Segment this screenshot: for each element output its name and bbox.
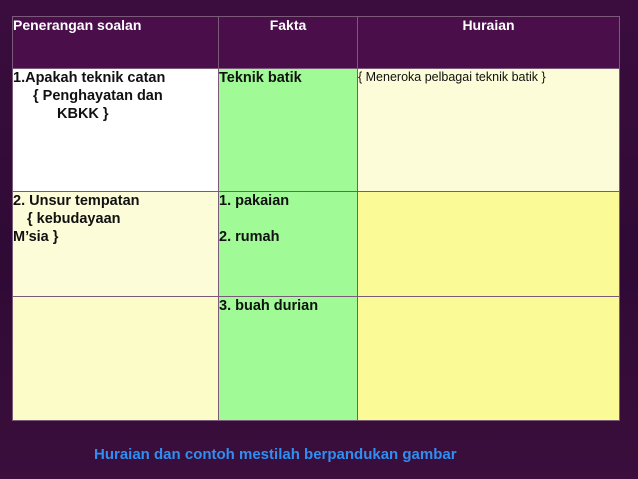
row1-question-line1: 1.Apakah teknik catan [13, 70, 166, 86]
table-row [13, 297, 620, 421]
header-fakta: Fakta [219, 17, 358, 69]
row3-huraian-cell [358, 297, 620, 421]
row1-question-line3: KBKK } [57, 106, 109, 122]
row3-fakta-item1: 3. buah durian [219, 298, 319, 314]
row2-question-line3: M’sia } [13, 229, 59, 245]
table-row [13, 69, 620, 192]
header-penerangan-soalan: Penerangan soalan [13, 17, 219, 69]
row2-fakta-item1: 1. pakaian [219, 193, 290, 209]
row2-penerangan-cell [13, 192, 219, 297]
row2-fakta-cell [219, 192, 358, 297]
footer-note: Huraian dan contoh mestilah berpandukan gambar [94, 446, 457, 463]
row2-question-line2: { kebudayaan [27, 211, 121, 227]
table-header-row [13, 17, 620, 69]
row1-question-line2: { Penghayatan dan [33, 88, 163, 104]
row1-fakta-cell [219, 69, 358, 192]
row1-fakta-item1: Teknik batik [219, 70, 302, 86]
slide-table-frame [12, 16, 620, 420]
row1-penerangan-cell [13, 69, 219, 192]
row3-fakta-cell [219, 297, 358, 421]
row1-huraian-text: { Meneroka pelbagai teknik batik } [358, 70, 546, 84]
row1-huraian-cell [358, 69, 620, 192]
row2-huraian-cell [358, 192, 620, 297]
row2-fakta-item2: 2. rumah [219, 229, 280, 245]
header-huraian: Huraian [358, 17, 620, 69]
row2-question-line1: 2. Unsur tempatan [13, 193, 140, 209]
table-row [13, 192, 620, 297]
row3-penerangan-cell [13, 297, 219, 421]
facts-table [12, 16, 620, 421]
